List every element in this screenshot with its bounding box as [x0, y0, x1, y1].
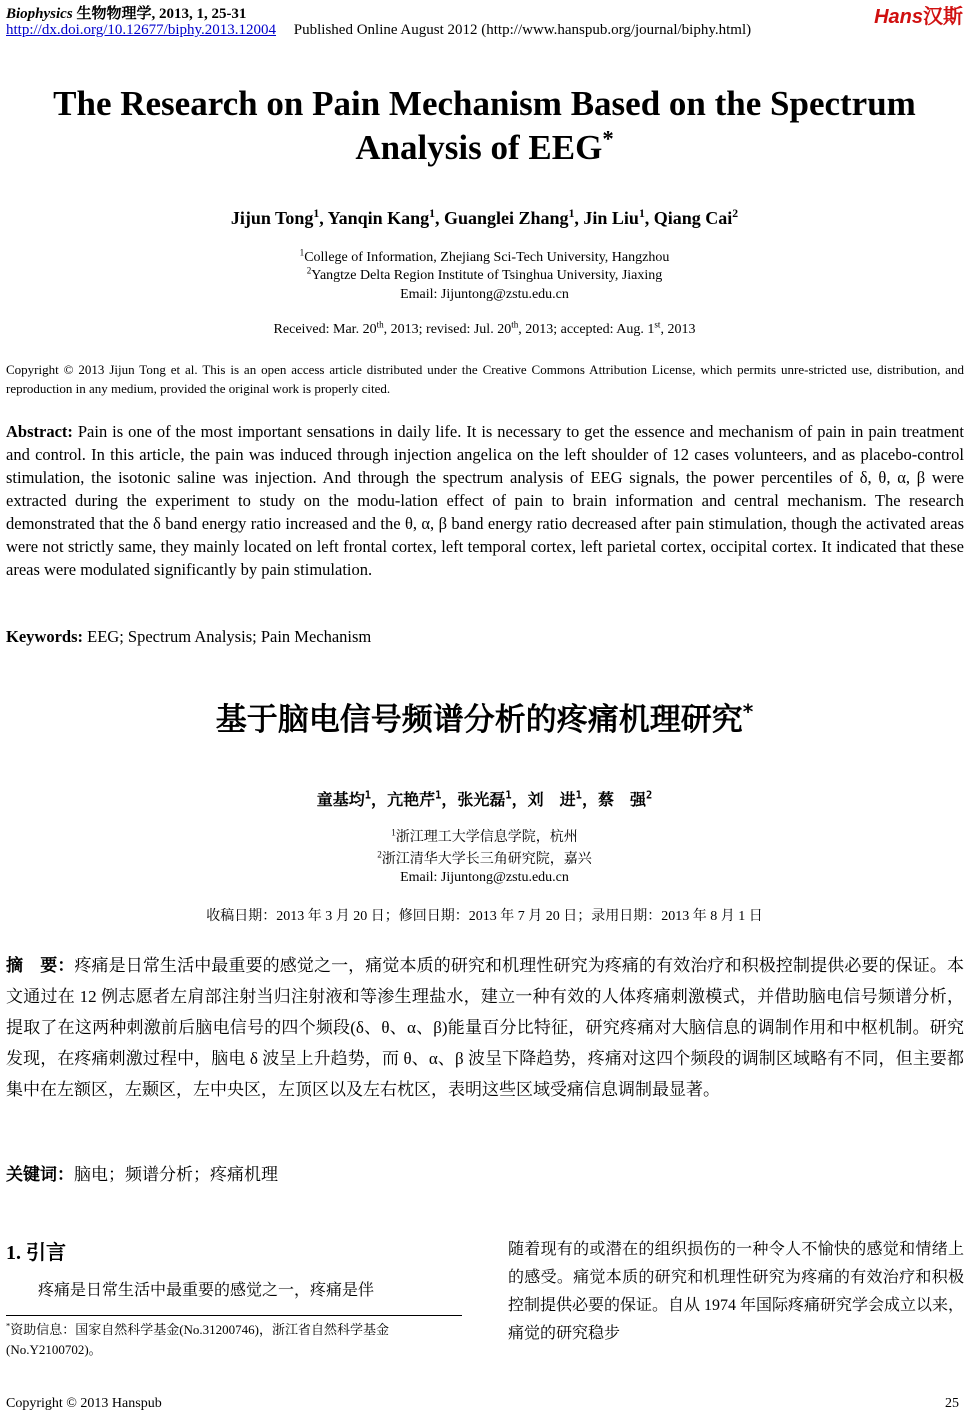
author-name: 张光磊 [457, 790, 506, 809]
author-separator: , [319, 208, 328, 228]
author-name: Jin Liu [583, 208, 639, 228]
author-name: Qiang Cai [653, 208, 733, 228]
footnote-text: 资助信息：国家自然科学基金(No.31200746)，浙江省自然科学基金(No.Y2100702)。 [6, 1322, 390, 1357]
accepted-text: , 2013; accepted: Aug. 1 [518, 322, 655, 337]
author-name: Jijun Tong [230, 208, 314, 228]
ordinal-sup: th [376, 319, 384, 330]
keywords-label: Keywords: [6, 627, 83, 646]
doi-link[interactable]: http://dx.doi.org/10.12677/biphy.2013.12004 [6, 22, 277, 38]
author-separator: ， [511, 790, 528, 809]
title-star: * [602, 126, 614, 152]
abstract-label: Abstract: [6, 422, 73, 441]
author-name: Guanglei Zhang [444, 208, 569, 228]
aff-text: Yangtze Delta Region Institute of Tsinghua University, Jiaxing [311, 268, 663, 283]
author-separator: ， [371, 790, 388, 809]
author-name: Yanqin Kang [327, 208, 430, 228]
author-separator: , [574, 208, 584, 228]
aff-sup: 2 [377, 849, 382, 860]
author-aff-sup: 2 [645, 789, 653, 802]
author-separator: ， [441, 790, 458, 809]
author-aff-sup: 1 [429, 207, 436, 220]
received-text: Received: Mar. 20 [273, 322, 377, 337]
aff-text: 浙江理工大学信息学院，杭州 [395, 830, 578, 845]
published-online: Published Online August 2012 (http://www.hanspub.org/journal/biphy.html) [293, 22, 752, 38]
doi-line [6, 22, 751, 39]
email-cn: Email: Jijuntong@zstu.edu.cn [400, 870, 569, 885]
keywords-cn-text: 脑电；频谱分析；疼痛机理 [74, 1165, 278, 1184]
abstract-cn-text: 疼痛是日常生活中最重要的感觉之一，痛觉本质的研究和机理性研究为疼痛的有效治疗和积极控制提供必要的保证。本文通过在 12 例志愿者左肩部注射当归注射液和等渗生理盐水，建立一种有效的人体疼痛刺激模式，并借助脑电信号频谱分析，提取了在这两种刺激前后脑电信号的四个频段(δ、θ、α、β)能量百分比特征，研究疼痛对大脑信息的调制作用和中枢机制。研究发现，在疼痛刺激过程中，脑电 δ 波呈上升趋势，而 θ、α、β 波呈下降趋势，疼痛对这四个频段的调制区域略有不同，但主要都集中在左额区，左颞区，左中央区，左顶区以及左右枕区，表明这些区域受痛信息调制最显著。 [6, 956, 964, 1099]
title-cn-text: 基于脑电信号频谱分析的疼痛机理研究 [215, 702, 743, 738]
author-separator: , [644, 208, 654, 228]
footnote-star: * [6, 1320, 11, 1331]
author-aff-sup: 1 [638, 207, 645, 220]
affiliation-en-1 [0, 247, 969, 266]
footer-copyright: Copyright © 2013 Hanspub [6, 1396, 162, 1411]
authors-cn [0, 787, 969, 810]
keywords-cn [6, 1160, 278, 1185]
author-aff-sup: 1 [568, 207, 575, 220]
ordinal-sup: st [654, 319, 661, 330]
keywords-en [6, 627, 371, 647]
aff-sup: 1 [391, 827, 396, 838]
abstract-en-text: Pain is one of the most important sensations in daily life. It is necessary to get the essence and mechanism of pain in pain treatment and control. In this article, the pain was induced through injection angelica on the left shoulder of 12 cases volunteers, and as placebo-control stimulation, the isotonic saline was injection. And through the spectrum analysis of EEG signals, the power percentiles of δ, θ, α, β were extracted during the experiment to study on the modu-lation effect of pain to brain information and central mechanism. The research demonstrated that the δ band energy ratio increased and the θ, α, β band energy ratio decreased after pain stimulation, though the activated areas were not strictly same, they mainly located on left frontal cortex, left temporal cortex, left parietal cortex, occipital cortex. It indicated that these areas were modulated significantly by pain stimulation. [6, 422, 965, 579]
aff-text: College of Information, Zhejiang Sci-Tech University, Hangzhou [304, 250, 670, 265]
year-text: , 2013 [660, 322, 696, 337]
footnote-divider [6, 1315, 462, 1316]
journal-header [6, 2, 246, 23]
publisher-logo [874, 0, 963, 29]
journal-name: Biophysics [6, 6, 73, 22]
title-en-text: The Research on Pain Mechanism Based on the Spectrum Analysis of EEG [53, 84, 916, 167]
author-name: 刘 进 [527, 790, 576, 809]
author-name: 亢艳芹 [387, 790, 436, 809]
author-name: 蔡 强 [597, 790, 646, 809]
paper-title-en [0, 82, 969, 170]
intro-right-column: 随着现有的或潜在的组织损伤的一种令人不愉快的感觉和情绪上的感受。痛觉本质的研究和机理性研究为疼痛的有效治疗和积极控制提供必要的保证。自从 1974 年国际疼痛研究学会成立以来，痛觉的研究稳步 [508, 1241, 965, 1342]
paper-title-cn [0, 694, 969, 739]
keywords-en-text: EEG; Spectrum Analysis; Pain Mechanism [87, 627, 372, 646]
author-aff-sup: 1 [505, 789, 512, 802]
author-name: 童基均 [316, 790, 365, 809]
aff-text: 浙江清华大学长三角研究院，嘉兴 [381, 852, 592, 867]
revised-text: , 2013; revised: Jul. 20 [383, 322, 512, 337]
abstract-en [6, 420, 964, 581]
copyright-notice: Copyright © 2013 Jijun Tong et al. This is an open access article distributed under the Creative Commons Attribution License, which permits unre-stricted use, distribution, and reproduction in any medium, provided the original work is properly cited. [6, 362, 964, 396]
affiliation-cn-1 [0, 826, 969, 846]
logo-text-latin: Hans [874, 6, 923, 28]
page-number: 25 [945, 1396, 959, 1411]
authors-en [0, 208, 969, 229]
funding-footnote [6, 1320, 462, 1360]
author-aff-sup: 1 [313, 207, 320, 220]
journal-volume: 生物物理学, 2013, 1, 25-31 [76, 6, 247, 22]
ordinal-sup: th [511, 319, 519, 330]
author-aff-sup: 1 [364, 789, 372, 802]
author-aff-sup: 1 [435, 789, 442, 802]
author-aff-sup: 2 [732, 207, 739, 220]
title-cn-star: * [742, 699, 754, 724]
affiliation-en-2 [0, 265, 969, 284]
received-dates-en [0, 319, 969, 338]
intro-left-column: 疼痛是日常生活中最重要的感觉之一，疼痛是伴 [38, 1282, 375, 1299]
section-heading-intro: 1. 引言 [6, 1242, 66, 1264]
logo-text-cn: 汉斯 [923, 6, 963, 28]
aff-sup: 1 [299, 247, 305, 258]
received-dates-cn: 收稿日期：2013 年 3 月 20 日；修回日期：2013 年 7 月 20 日；录用日期：2013 年 8 月 1 日 [206, 909, 763, 924]
aff-sup: 2 [306, 265, 312, 276]
email-en: Email: Jijuntong@zstu.edu.cn [400, 287, 569, 302]
author-separator: ， [581, 790, 598, 809]
keywords-cn-label: 关键词： [6, 1165, 74, 1184]
author-separator: , [435, 208, 445, 228]
abstract-cn [6, 950, 964, 1105]
abstract-cn-label: 摘 要： [6, 956, 75, 975]
affiliation-cn-2 [0, 848, 969, 868]
author-aff-sup: 1 [575, 789, 582, 802]
